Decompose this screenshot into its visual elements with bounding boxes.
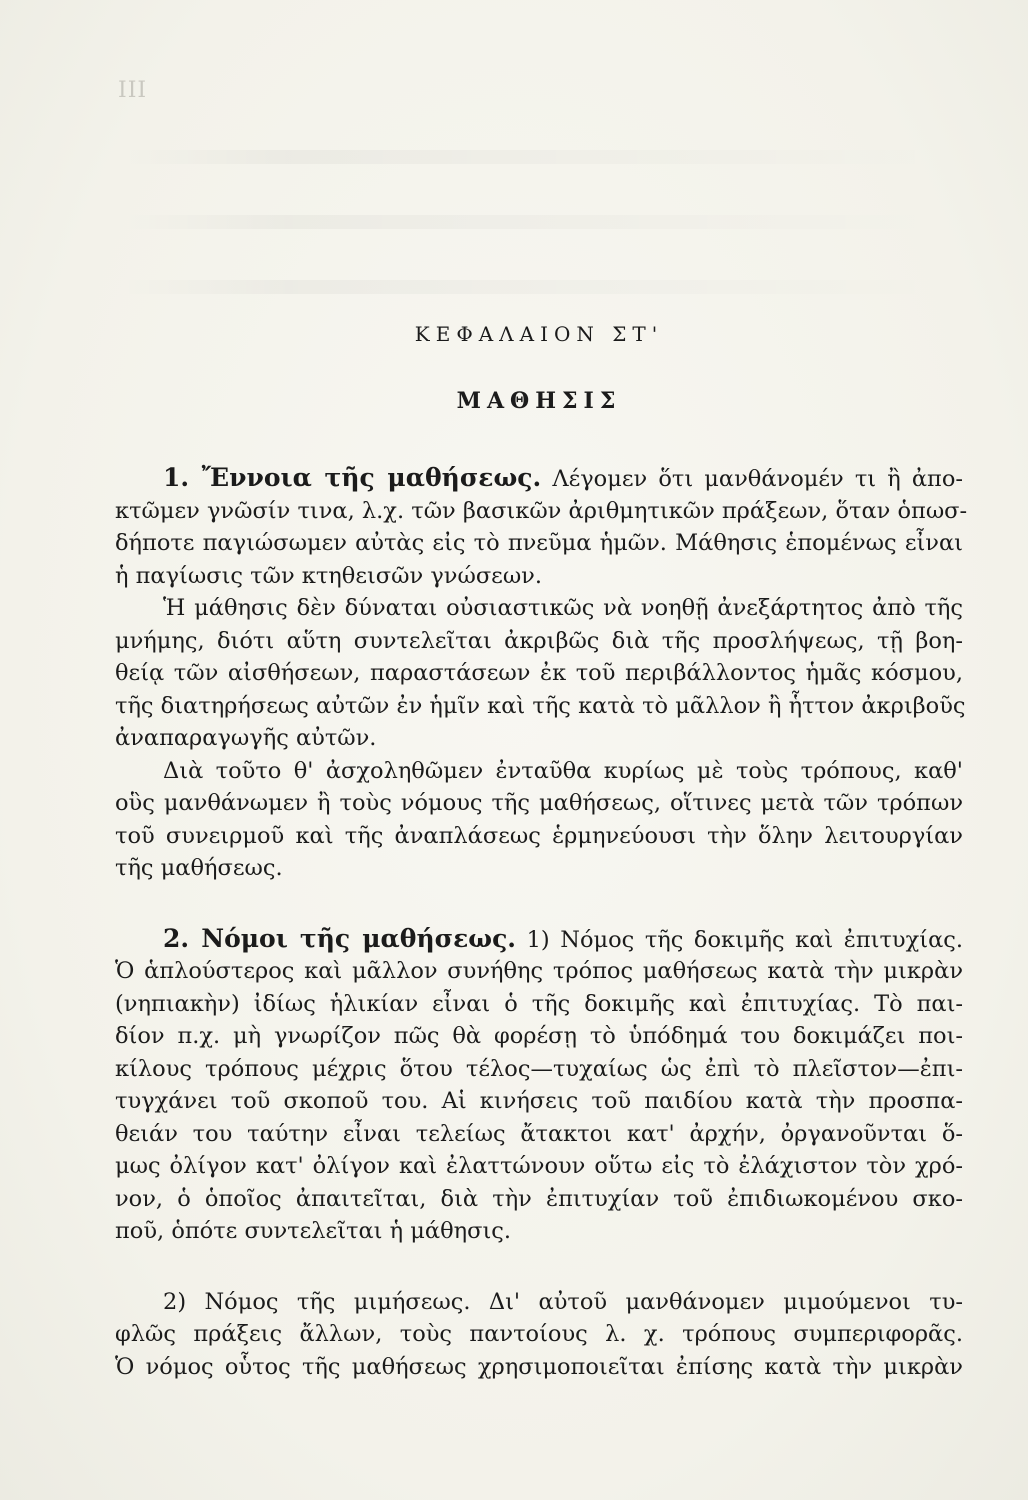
text-line: ἡ παγίωσις τῶν κτηθεισῶν γνώσεων. bbox=[115, 562, 543, 589]
text-line: θειάν του ταύτην εἶναι τελείως ἄτακτοι κατ' ἀρχήν, ὀργανοῦνται ὅ- bbox=[115, 1120, 963, 1147]
text-column bbox=[115, 300, 968, 1383]
text-line: Λέγομεν ὅτι μανθάνομέν τι ἢ ἀπο- bbox=[552, 466, 963, 492]
chapter-label: ΚΕΦΑΛΑΙΟΝ ΣΤ' bbox=[414, 322, 664, 346]
text-line: (νηπιακὴν) ἰδίως ἡλικίαν εἶναι ὁ τῆς δοκιμῆς καὶ ἐπιτυχίας. Τὸ παι- bbox=[115, 990, 963, 1017]
section-2-heading: 2. Νόμοι τῆς μαθήσεως. bbox=[163, 923, 517, 953]
text-line: ἀναπαραγωγῆς αὐτῶν. bbox=[115, 725, 377, 751]
text-line: τυγχάνει τοῦ σκοποῦ του. Αἱ κινήσεις τοῦ παιδίου κατὰ τὴν προσπα- bbox=[115, 1088, 963, 1114]
chapter-title: ΜΑΘΗΣΙΣ bbox=[456, 388, 622, 414]
section-1-first-line bbox=[115, 462, 963, 495]
text-line: κτῶμεν γνῶσίν τινα, λ.χ. τῶν βασικῶν ἀριθμητικῶν πράξεων, ὅταν ὁπωσ- bbox=[115, 497, 968, 524]
page-corner-mark: ΙΙΙ bbox=[118, 78, 148, 103]
text-line: Διὰ τοῦτο θ' ἀσχοληθῶμεν ἐνταῦθα κυρίως μὲ τοὺς τρόπους, καθ' bbox=[163, 757, 963, 784]
text-line: ποῦ, ὁπότε συντελεῖται ἡ μάθησις. bbox=[115, 1218, 512, 1244]
show-through-shadow bbox=[120, 150, 950, 164]
text-line: τῆς μαθήσεως. bbox=[115, 855, 283, 881]
text-line: νον, ὁ ὁποῖος ἀπαιτεῖται, διὰ τὴν ἐπιτυχίαν τοῦ ἐπιδιωκομένου σκο- bbox=[115, 1185, 963, 1212]
text-line: θείᾳ τῶν αἰσθήσεων, παραστάσεων ἐκ τοῦ περιβάλλοντος ἡμᾶς κόσμου, bbox=[115, 660, 963, 686]
text-line: δήποτε παγιώσωμεν αὐτὰς εἰς τὸ πνεῦμα ἡμῶν. Μάθησις ἑπομένως εἶναι bbox=[115, 530, 963, 556]
text-line: Ὁ νόμος οὗτος τῆς μαθήσεως χρησιμοποιεῖται ἐπίσης κατὰ τὴν μικρὰν bbox=[115, 1353, 963, 1380]
text-line: Ὁ ἁπλούστερος καὶ μᾶλλον συνήθης τρόπος μαθήσεως κατὰ τὴν μικρὰν bbox=[115, 958, 963, 984]
text-line: τῆς διατηρήσεως αὐτῶν ἐν ἡμῖν καὶ τῆς κατὰ τὸ μᾶλλον ἢ ἧττον ἀκριβοῦς bbox=[115, 692, 966, 719]
section-1 bbox=[115, 462, 968, 885]
section-2-first-line bbox=[115, 923, 963, 956]
section-3 bbox=[115, 1286, 963, 1384]
text-line: μως ὀλίγον κατ' ὀλίγον καὶ ἐλαττώνουν οὕτω εἰς τὸ ἐλάχιστον τὸν χρό- bbox=[115, 1153, 963, 1179]
text-line: κίλους τρόπους μέχρις ὅτου τέλος—τυχαίως ὡς ἐπὶ τὸ πλεῖστον—ἐπι- bbox=[115, 1055, 963, 1082]
text-line: μνήμης, διότι αὕτη συντελεῖται ἀκριβῶς διὰ τῆς προσλήψεως, τῇ βοη- bbox=[115, 627, 963, 654]
text-line: τοῦ συνειρμοῦ καὶ τῆς ἀναπλάσεως ἑρμηνεύουσι τὴν ὅλην λειτουργίαν bbox=[115, 822, 963, 849]
text-line: δίον π.χ. μὴ γνωρίζον πῶς θὰ φορέσῃ τὸ ὑπόδημά του δοκιμάζει ποι- bbox=[115, 1023, 963, 1049]
text-line: Ἡ μάθησις δὲν δύναται οὐσιαστικῶς νὰ νοηθῇ ἀνεξάρτητος ἀπὸ τῆς bbox=[163, 595, 963, 621]
show-through-shadow bbox=[120, 280, 950, 294]
show-through-shadow bbox=[120, 215, 950, 229]
section-1-heading: 1. Ἔννοια τῆς μαθήσεως. bbox=[163, 463, 542, 492]
text-line: οὓς μανθάνωμεν ἢ τοὺς νόμους τῆς μαθήσεως, οἵτινες μετὰ τῶν τρόπων bbox=[115, 790, 963, 816]
text-line: φλῶς πράξεις ἄλλων, τοὺς παντοίους λ. χ. τρόπους συμπεριφορᾶς. bbox=[115, 1321, 963, 1347]
section-2 bbox=[115, 923, 963, 1248]
text-line: 1) Νόμος τῆς δοκιμῆς καὶ ἐπιτυχίας. bbox=[526, 926, 964, 953]
text-line: 2) Νόμος τῆς μιμήσεως. Δι' αὐτοῦ μανθάνομεν μιμούμενοι τυ- bbox=[163, 1288, 963, 1315]
